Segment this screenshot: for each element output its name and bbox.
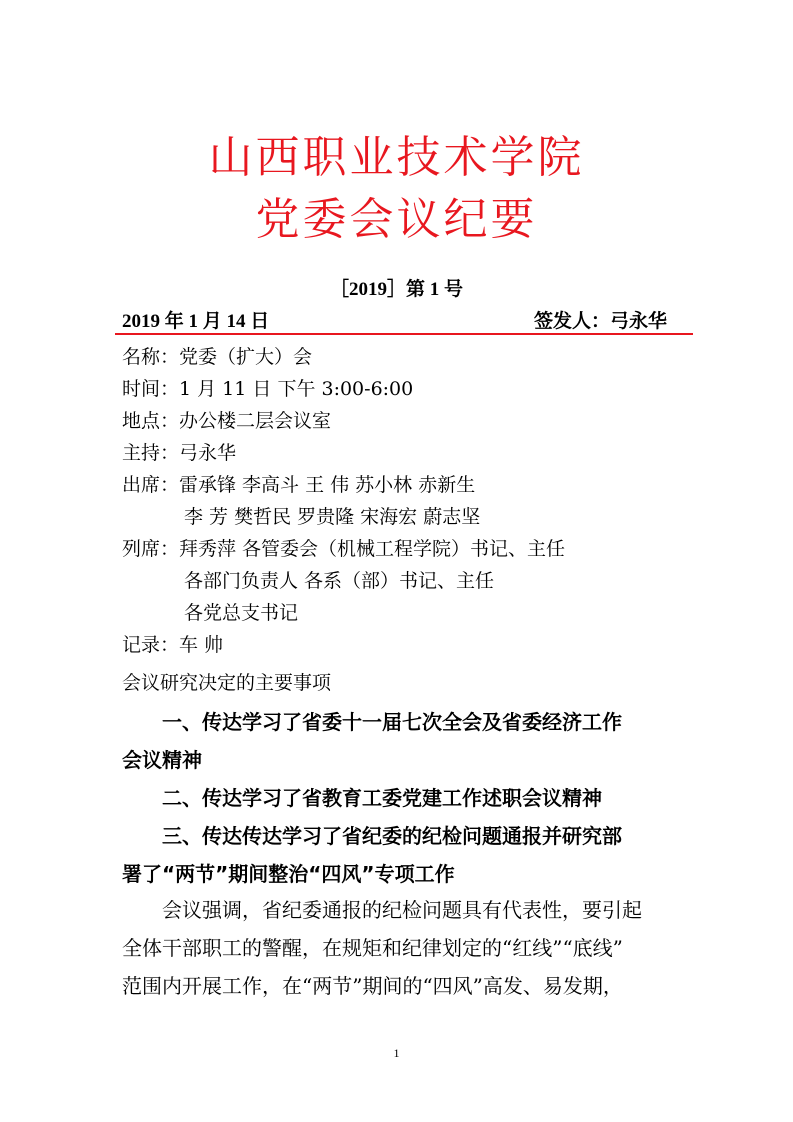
attendees-line-2: 李 芳 樊哲民 罗贵隆 宋海宏 蔚志坚 [184,506,481,528]
attendees [122,472,475,498]
meeting-place [122,408,331,434]
meeting-place-label: 地点： [122,410,180,432]
observers-line-2: 各部门负责人 各系（部）书记、主任 [184,570,495,592]
document-title-line-1: 山西职业技术学院 [208,132,585,183]
paragraph-line-3: 范围内开展工作，在“两节”期间的“四风”高发、易发期， [122,974,623,998]
meeting-host [122,440,236,466]
meeting-time-value: 1 月 11 日 下午 3:00-6:00 [179,378,414,400]
issuer: 签发人：弓永华 [533,310,667,332]
recorder [122,632,223,658]
meeting-host-label: 主持： [122,442,180,464]
item-2: 二、传达学习了省教育工委党建工作述职会议精神 [162,786,602,810]
meeting-place-value: 办公楼二层会议室 [179,410,332,432]
paragraph-line-1: 会议强调，省纪委通报的纪检问题具有代表性，要引起 [162,898,642,922]
meeting-name-label: 名称： [122,346,180,368]
section-heading: 会议研究决定的主要事项 [122,672,332,694]
red-divider-line [115,333,693,335]
document-title-line-2: 党委会议纪要 [255,194,538,245]
meeting-name [122,344,312,370]
recorder-value: 车 帅 [179,634,224,656]
observers-line-1: 拜秀萍 各管委会（机械工程学院）书记、主任 [179,538,566,560]
item-1-line-1: 一、传达学习了省委十一届七次全会及省委经济工作 [162,710,622,734]
meeting-name-value: 党委（扩大）会 [179,346,313,368]
observers-label: 列席： [122,538,180,560]
item-1-line-2: 会议精神 [122,748,202,772]
meeting-host-value: 弓永华 [179,442,237,464]
meeting-time [122,376,413,402]
paragraph-line-2: 全体干部职工的警醒，在规矩和纪律划定的“红线”“底线” [122,936,623,960]
attendees-label: 出席： [122,474,180,496]
item-3-line-2: 署了“两节”期间整治“四风”专项工作 [122,862,455,886]
issue-date: 2019 年 1 月 14 日 [122,311,270,332]
attendees-line-1: 雷承锋 李高斗 王 伟 苏小林 赤新生 [179,474,476,496]
observers-line-3: 各党总支书记 [184,602,299,624]
recorder-label: 记录： [122,634,180,656]
document-number: ［2019］第 1 号 [329,279,463,300]
meeting-time-label: 时间： [122,378,180,400]
item-3-line-1: 三、传达传达学习了省纪委的纪检问题通报并研究部 [162,824,622,848]
page-number: 1 [393,1046,400,1060]
observers [122,536,565,562]
